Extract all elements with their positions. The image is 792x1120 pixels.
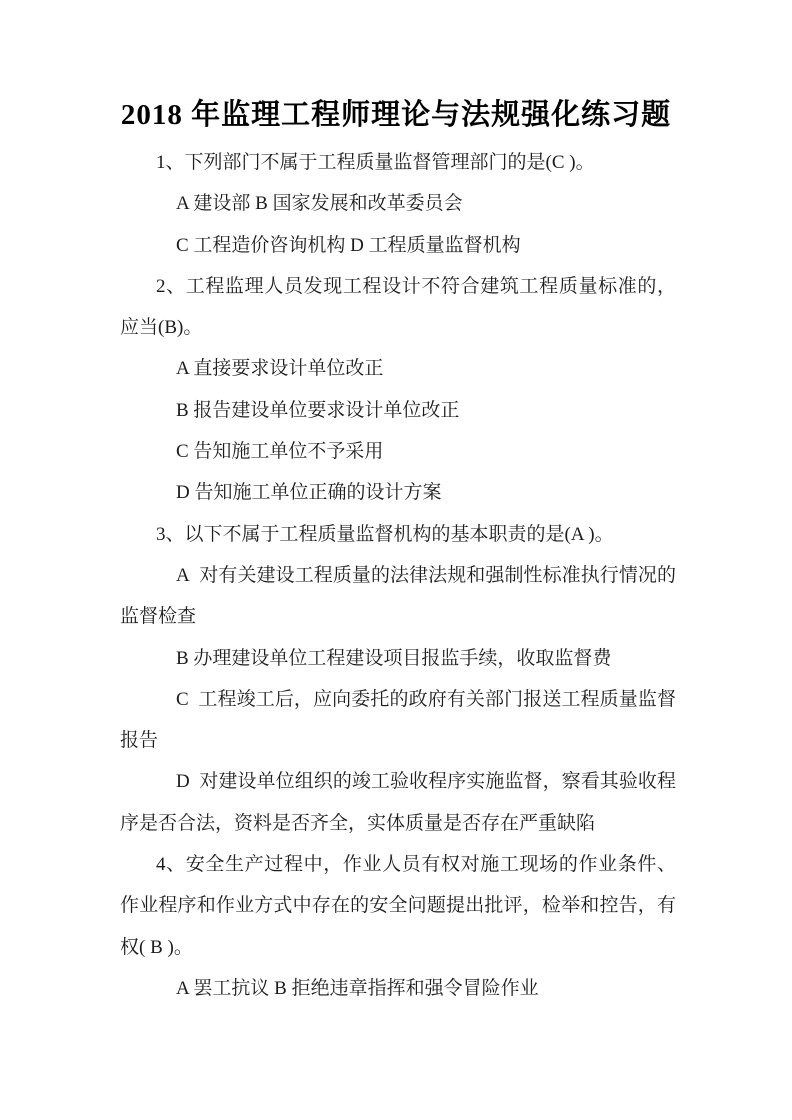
document-title: 2018 年监理工程师理论与法规强化练习题 — [120, 99, 672, 131]
text-line: B 报告建设单位要求设计单位改正 — [176, 399, 460, 421]
text-line: 报告 — [120, 730, 159, 752]
text-line: 3、以下不属于工程质量监督机构的基本职责的是(A )。 — [156, 523, 614, 545]
text-line: 监督检查 — [120, 606, 197, 628]
text-line: C 工程造价咨询机构 D 工程质量监督机构 — [176, 234, 521, 256]
text-line: 作业程序和作业方式中存在的安全问题提出批评，检举和控告，有 — [120, 895, 676, 917]
text-line: C 工程竣工后，应向委托的政府有关部门报送工程质量监督 — [176, 688, 676, 710]
text-line: 1、下列部门不属于工程质量监督管理部门的是(C )。 — [156, 152, 595, 173]
text-line: B 办理建设单位工程建设项目报监手续，收取监督费 — [176, 647, 612, 669]
text-line: 应当(B)。 — [120, 317, 203, 339]
text-line: A 直接要求设计单位改正 — [176, 358, 384, 380]
text-line: D 对建设单位组织的竣工验收程序实施监督，察看其验收程 — [176, 771, 676, 793]
text-line: 序是否合法，资料是否齐全，实体质量是否存在严重缺陷 — [120, 812, 596, 834]
text-line: C 告知施工单位不予采用 — [176, 441, 384, 463]
text-line: 4、安全生产过程中，作业人员有权对施工现场的作业条件、 — [156, 854, 676, 876]
text-line: A 对有关建设工程质量的法律法规和强制性标准执行情况的 — [176, 564, 676, 586]
text-line: A 罢工抗议 B 拒绝违章指挥和强令冒险作业 — [176, 977, 539, 999]
text-line: 2、工程监理人员发现工程设计不符合建筑工程质量标准的， — [156, 275, 676, 297]
text-line: A 建设部 B 国家发展和改革委员会 — [176, 193, 463, 215]
text-line: D 告知施工单位正确的设计方案 — [176, 482, 442, 504]
text-line: 权( B )。 — [120, 936, 193, 958]
document-body — [120, 142, 676, 1009]
